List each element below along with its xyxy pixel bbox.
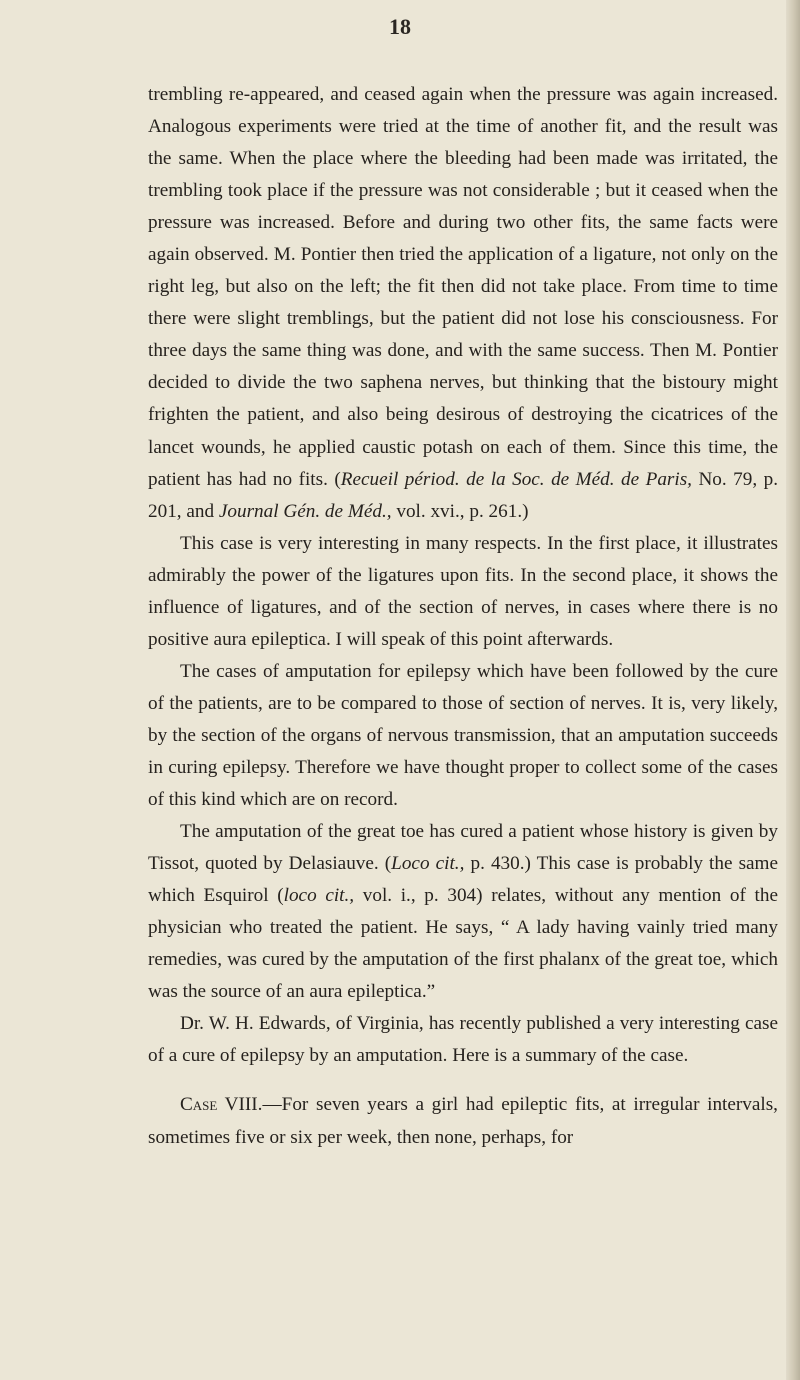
citation-open: ( (334, 468, 341, 490)
paragraph-text: vol. i., p. 304) relates, without any mention of the physician who treated the patient. He says, “ A lady having vainly tried many remedies, was cured by the amputation of the first phalanx of the great toe, which was the source of an aura epileptica.” (148, 885, 778, 1003)
citation-end: vol. xvi., p. 261.) (391, 500, 529, 522)
case-label: Case VIII. (180, 1094, 263, 1116)
paragraph-case-viii (148, 1089, 778, 1153)
citation-journal-gen: Journal Gén. de Méd., (218, 500, 392, 522)
citation-journal-recueil: Recueil périod. de la Soc. de Méd. de Paris, (340, 468, 692, 490)
paragraph-edwards: Dr. W. H. Edwards, of Virginia, has recently published a very interesting case of a cure of epilepsy by an amputation. Here is a summary of the case. (148, 1013, 778, 1067)
paragraph-great-toe (148, 816, 778, 1008)
citation-loco-cit-esquirol: loco cit., (283, 885, 355, 907)
paragraph-interesting-case: This case is very interesting in many respects. In the first place, it illustrates admirably the power of the ligatures upon fits. In the second place, it shows the influence of ligatures, and of the section of nerves, in cases where there is no positive aura epileptica. I will speak of this point afterwards. (148, 532, 778, 650)
paragraph-text: The amputation of the great toe has cured a patient whose history is given by Tissot, quoted by Delasiauve. ( (148, 821, 778, 875)
citation-text: No. 79, p. 201, and (148, 468, 779, 522)
paragraph-text: trembling re-appeared, and ceased again when the pressure was again increased. Analogous experiments were tried at the time of another fit, and the result was the same. When the place where the bleeding had been made was irritated, the trembling took place if the pressure was not considerable ; but it ceased when the pressure was increased. Before and during two other fits, the same facts were again observed. M. Pontier then tried the application of a ligature, not only on the right leg, but also on the left; the fit then did not take place. From time to time there were slight tremblings, but the patient did not lose his consciousness. For three days the same thing was done, and with the same success. Then M. Pontier decided to divide the two saphena nerves, but thinking that the bistoury might frighten the patient, and also being desirous of destroying the cicatrices of the lancet wounds, he applied caustic potash on each of them. Since this time, the patient has had no fits. (148, 84, 778, 490)
citation-loco-cit: Loco cit., (391, 853, 465, 875)
body-text (148, 79, 778, 1154)
page-edge-shadow (786, 0, 800, 1380)
paragraph-pontier-case (148, 79, 778, 528)
case-text: —For seven years a girl had epileptic fits, at irregular intervals, sometimes five or six per week, then none, perhaps, for (148, 1094, 778, 1148)
page-number: 18 (389, 14, 411, 39)
paragraph-text: p. 430.) This case is probably the same which Esquirol ( (148, 853, 779, 907)
paragraph-amputation: The cases of amputation for epilepsy which have been followed by the cure of the patients, are to be compared to those of section of nerves. It is, very likely, by the section of the organs of nervous transmission, that an amputation succeeds in curing epilepsy. Therefore we have thought proper to collect some of the cases of this kind which are on record. (148, 660, 778, 811)
